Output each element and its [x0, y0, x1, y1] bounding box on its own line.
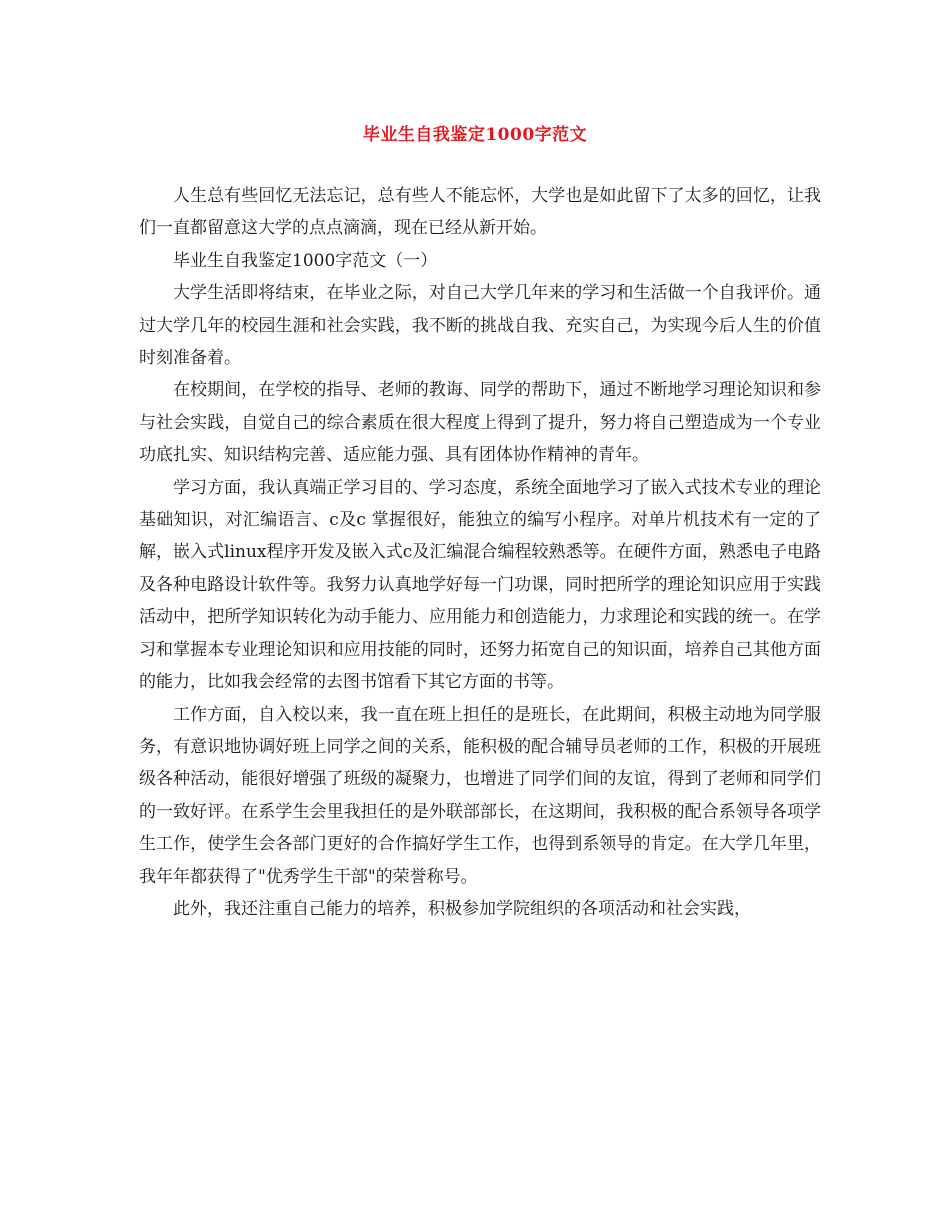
document-body [139, 180, 821, 925]
paragraph-additional: 此外，我还注重自己能力的培养，积极参加学院组织的各项活动和社会实践， [173, 898, 751, 919]
paragraph-subheading: 毕业生自我鉴定1000字范文（一） [173, 250, 438, 271]
paragraph-intro: 人生总有些回忆无法忘记，总有些人不能忘怀，大学也是如此留下了太多的回忆，让我们一直都留意这大学的点点滴滴，现在已经从新开始。 [139, 186, 821, 239]
paragraph-study: 学习方面，我认真端正学习目的、学习态度，系统全面地学习了嵌入式技术专业的理论基础知识，对汇编语言、c及c 掌握很好，能独立的编写小程序。对单片机技术有一定的了解，嵌入式linux程序开发及嵌入式c及汇编混合编程较熟悉等。在硬件方面，熟悉电子电路及各种电路设计软件等。我努力认真地学好每一门功课，同时把所学的理论知识应用于实践活动中，把所学知识转化为动手能力、应用能力和创造能力，力求理论和实践的统一。在学习和掌握本专业理论知识和应用技能的同时，还努力拓宽自己的知识面，培养自己其他方面的能力，比如我会经常的去图书馆看下其它方面的书等。 [139, 477, 821, 693]
paragraph-school-period: 在校期间，在学校的指导、老师的教诲、同学的帮助下，通过不断地学习理论知识和参与社会实践，自觉自己的综合素质在很大程度上得到了提升，努力将自己塑造成为一个专业功底扎实、知识结构完善、适应能力强、具有团体协作精神的青年。 [139, 380, 821, 466]
paragraph-self-evaluation: 大学生活即将结束，在毕业之际，对自己大学几年来的学习和生活做一个自我评价。通过大学几年的校园生涯和社会实践，我不断的挑战自我、充实自己，为实现今后人生的价值时刻准备着。 [139, 283, 821, 369]
document-title: 毕业生自我鉴定1000字范文 [362, 125, 588, 145]
paragraph-work: 工作方面，自入校以来，我一直在班上担任的是班长，在此期间，积极主动地为同学服务，有意识地协调好班上同学之间的关系，能积极的配合辅导员老师的工作，积极的开展班级各种活动，能很好增强了班级的凝聚力，也增进了同学们间的友谊，得到了老师和同学们的一致好评。在系学生会里我担任的是外联部部长，在这期间，我积极的配合系领导各项学生工作，使学生会各部门更好的合作搞好学生工作，也得到系领导的肯定。在大学几年里，我年年都获得了"优秀学生干部"的荣誉称号。 [139, 704, 821, 887]
